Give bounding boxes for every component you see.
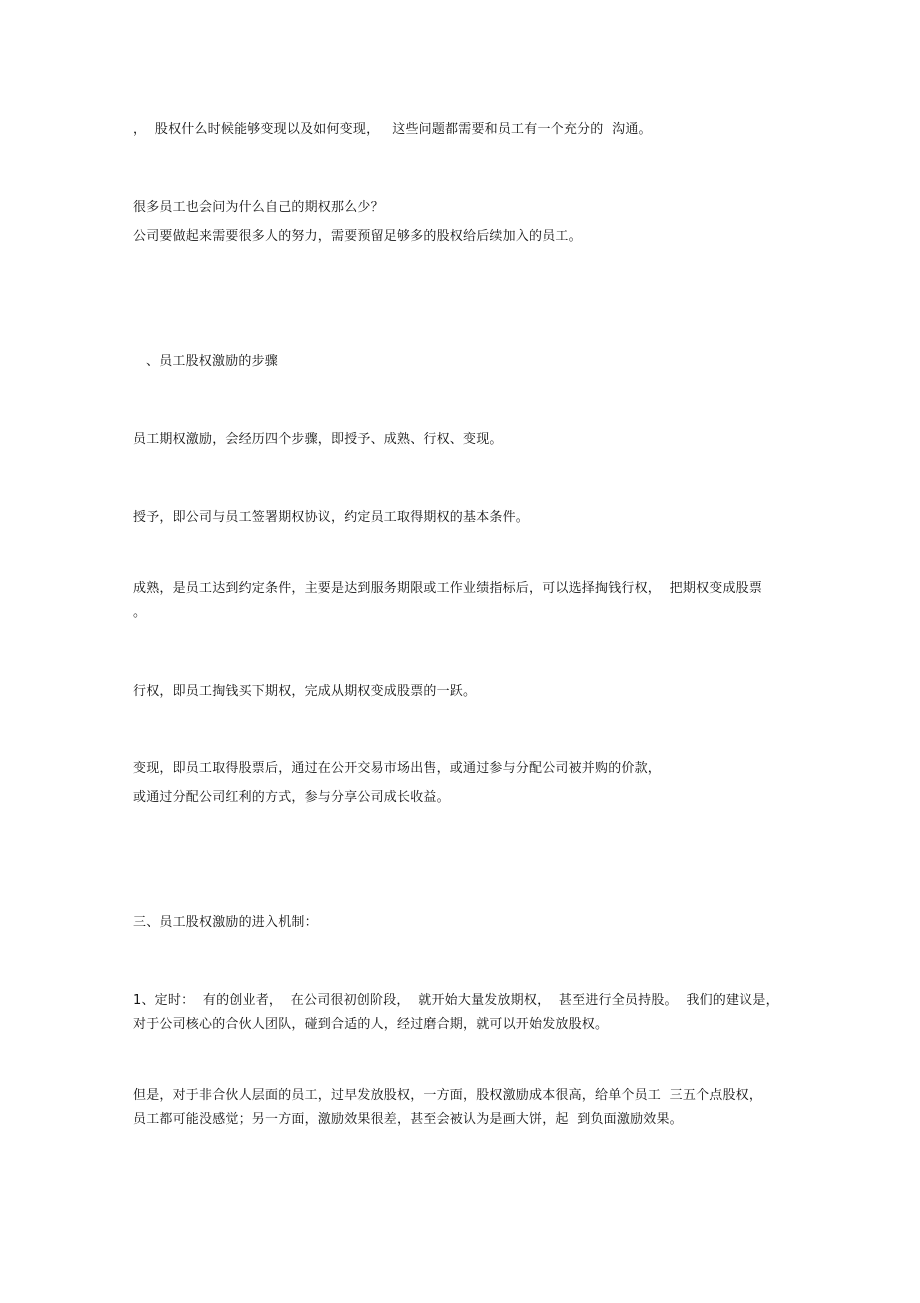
section-heading-steps: 、员工股权激励的步骤: [133, 354, 278, 369]
paragraph-line-timing-1: 1、定时： 有的创业者， 在公司很初创阶段， 就开始大量发放期权， 甚至进行全员持股。 我们的建议是，: [133, 993, 779, 1008]
paragraph-line-exercise: 行权，即员工掏钱买下期权，完成从期权变成股票的一跃。: [133, 684, 477, 699]
paragraph-line-1: ， 股权什么时候能够变现以及如何变现， 这些问题都需要和员工有一个充分的 沟通。: [133, 122, 652, 137]
paragraph-line-however-1: 但是，对于非合伙人层面的员工，过早发放股权，一方面，股权激励成本很高，给单个员工 三五个点股权，: [133, 1088, 763, 1103]
paragraph-line-2: 很多员工也会问为什么自己的期权那么少？: [133, 200, 384, 215]
paragraph-line-timing-2: 对于公司核心的合伙人团队，碰到合适的人，经过磨合期，就可以开始发放股权。: [133, 1017, 609, 1032]
paragraph-line-steps-intro: 员工期权激励，会经历四个步骤，即授予、成熟、行权、变现。: [133, 432, 503, 447]
paragraph-line-3: 公司要做起来需要很多人的努力，需要预留足够多的股权给后续加入的员工。: [133, 229, 582, 244]
paragraph-line-vesting-end: 。: [133, 605, 147, 620]
paragraph-line-cashout-1: 变现，即员工取得股票后，通过在公开交易市场出售，或通过参与分配公司被并购的价款，: [133, 761, 662, 776]
paragraph-line-vesting: 成熟，是员工达到约定条件，主要是达到服务期限或工作业绩指标后，可以选择掏钱行权， 把期权变成股票: [133, 581, 763, 596]
paragraph-line-cashout-2: 或通过分配公司红利的方式，参与分享公司成长收益。: [133, 790, 450, 805]
paragraph-line-however-2: 员工都可能没感觉；另一方面，激励效果很差，甚至会被认为是画大饼，起 到负面激励效果。: [133, 1112, 683, 1127]
paragraph-line-grant: 授予，即公司与员工签署期权协议，约定员工取得期权的基本条件。: [133, 510, 530, 525]
section-heading-entry: 三、员工股权激励的进入机制：: [133, 915, 318, 930]
